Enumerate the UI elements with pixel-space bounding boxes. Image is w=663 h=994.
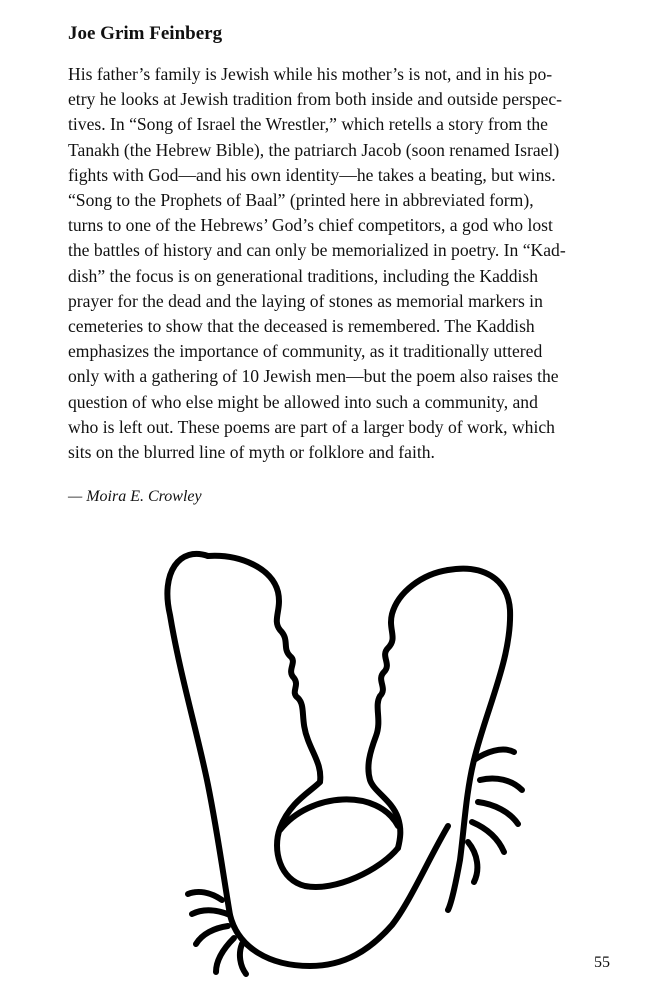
bio-line: dish” the focus is on generational traditions, including the Kaddish [68, 265, 539, 286]
left-figure-face [208, 556, 320, 782]
right-hand [468, 750, 522, 882]
bio-line: His father’s family is Jewish while his mother’s is not, and in his po- [68, 64, 553, 84]
bio-line: who is left out. These poems are part of a larger body of work, which [68, 416, 555, 437]
bio-line: fights with God—and his own identity—he takes a beating, but wins. [68, 164, 556, 185]
bio-line: prayer for the dead and the laying of stones as memorial markers in [68, 290, 543, 311]
author-name: Joe Grim Feinberg [68, 23, 223, 44]
bio-line: “Song to the Prophets of Baal” (printed here in abbreviated form), [68, 190, 534, 211]
byline: — Moira E. Crowley [68, 488, 202, 505]
left-figure-outline [167, 554, 448, 966]
page-number: 55 [594, 954, 610, 971]
bio-line: turns to one of the Hebrews’ God’s chief competitors, a god who lost [68, 215, 553, 236]
bio-line: question of who else might be allowed into such a community, and [68, 391, 538, 412]
bio-paragraph [68, 62, 608, 465]
bio-line: etry he looks at Jewish tradition from both inside and outside perspec- [68, 89, 562, 110]
wrestling-figures-icon [130, 530, 580, 980]
bio-line: Tanakh (the Hebrew Bible), the patriarch Jacob (soon renamed Israel) [68, 139, 560, 160]
bio-line: cemeteries to show that the deceased is remembered. The Kaddish [68, 316, 535, 337]
bio-line: the battles of history and can only be memorialized in poetry. In “Kad- [68, 240, 566, 261]
bio-line: emphasizes the importance of community, as it traditionally uttered [68, 341, 543, 362]
bio-line: sits on the blurred line of myth or folklore and faith. [68, 442, 435, 463]
bio-line: tives. In “Song of Israel the Wrestler,” which retells a story from the [68, 114, 548, 135]
bio-line: only with a gathering of 10 Jewish men—but the poem also raises the [68, 366, 559, 387]
